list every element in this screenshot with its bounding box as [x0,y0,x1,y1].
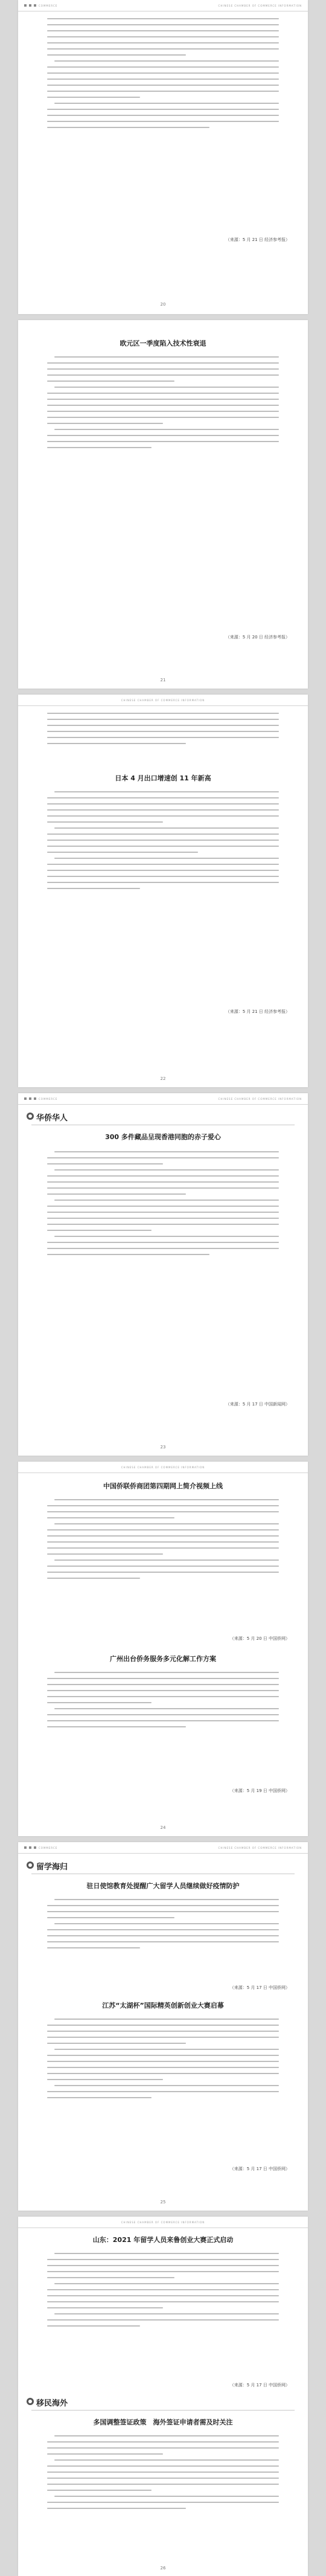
running-header-left: COMMERCE [39,1846,58,1849]
running-header [18,695,308,706]
article-body [47,2253,279,2331]
article-source: （来源：5 月 20 日 经济参考报） [225,635,290,640]
header-square-icon [24,1097,27,1100]
document-page [18,1462,308,1836]
article-body [47,1672,279,1732]
running-header [18,1093,308,1105]
article-source: （来源：5 月 17 日 中国侨网） [229,2383,290,2388]
article-body [47,1899,279,1953]
article-source: （来源：5 月 17 日 中国侨网） [229,1985,290,1990]
section-title: 留学海归 [36,1863,68,1872]
article-source: （来源：5 月 17 日 中国侨网） [229,2166,290,2171]
article-source: （来源：5 月 21 日 经济参考报） [225,1009,290,1014]
article-title: 驻日使馆教育处提醒广大留学人员继续做好疫情防护 [86,1882,240,1890]
article-title: 江苏“太湖杯”国际精英创新创业大赛启幕 [102,2002,224,2009]
running-header [18,1842,308,1854]
page-number: 25 [160,2200,166,2205]
section-title: 华侨华人 [36,1114,68,1123]
article-body [47,2019,279,2103]
running-header-right: CHINESE CHAMBER OF COMMERCE INFORMATION [121,2220,205,2224]
article-body [47,18,279,133]
running-header [18,2217,308,2228]
article-source: （来源：5 月 17 日 中国新闻网） [225,1402,290,1407]
header-square-icon [29,1097,31,1100]
header-square-icon [34,1846,36,1849]
section-badge-icon [27,2398,34,2405]
running-header [18,0,308,11]
header-square-icon [34,1097,36,1100]
running-header-right: CHINESE CHAMBER OF COMMERCE INFORMATION [218,1846,302,1849]
document-page [18,320,308,689]
divider [31,2410,295,2411]
running-header-right: CHINESE CHAMBER OF COMMERCE INFORMATION [218,4,302,7]
running-header-right: CHINESE CHAMBER OF COMMERCE INFORMATION [218,1097,302,1100]
page-number: 23 [160,1445,166,1450]
document-page [18,1093,308,1456]
header-square-icon [34,4,36,7]
article-body [47,791,279,894]
document-page [18,0,308,314]
article-title: 300 多件藏品呈现香港同胞的赤子爱心 [105,1133,221,1141]
header-square-icon [29,1846,31,1849]
running-header-left: COMMERCE [39,4,58,7]
article-title: 日本 4 月出口增速创 11 年新高 [115,774,211,782]
header-square-icon [24,1846,27,1849]
section-title: 移民海外 [36,2399,68,2408]
running-header-right: CHINESE CHAMBER OF COMMERCE INFORMATION [121,698,205,702]
article-source: （来源：5 月 20 日 中国侨网） [229,1636,290,1641]
page-number: 26 [160,2566,166,2571]
article-body [47,2435,279,2514]
section-badge-icon [27,1113,34,1120]
header-square-icon [29,4,31,7]
document-page [18,2217,308,2576]
article-body [47,1151,279,1260]
page-number: 21 [160,678,166,683]
document-page [18,1842,308,2211]
page-number: 20 [160,302,166,307]
article-title: 广州出台侨务服务多元化解工作方案 [110,1655,216,1663]
header-square-icon [24,4,27,7]
article-source: （来源：5 月 19 日 中国侨网） [229,1788,290,1793]
article-body [47,713,279,749]
running-header-left: COMMERCE [39,1097,58,1100]
article-title: 山东：2021 年留学人员来鲁创业大赛正式启动 [92,2236,234,2244]
running-header [18,1462,308,1473]
document-page [18,695,308,1087]
article-title: 欧元区一季度陷入技术性衰退 [120,339,206,347]
article-body [47,1499,279,1584]
article-title: 中国侨联侨商团第四期网上简介视频上线 [103,1482,223,1490]
page-number: 24 [160,1825,166,1830]
article-body [47,356,279,453]
article-source: （来源：5 月 21 日 经济参考报） [225,237,290,242]
page-number: 22 [160,1076,166,1081]
section-badge-icon [27,1861,34,1869]
running-header-right: CHINESE CHAMBER OF COMMERCE INFORMATION [121,1465,205,1469]
article-title: 多国调整签证政策 海外签证申请者需及时关注 [93,2418,233,2426]
